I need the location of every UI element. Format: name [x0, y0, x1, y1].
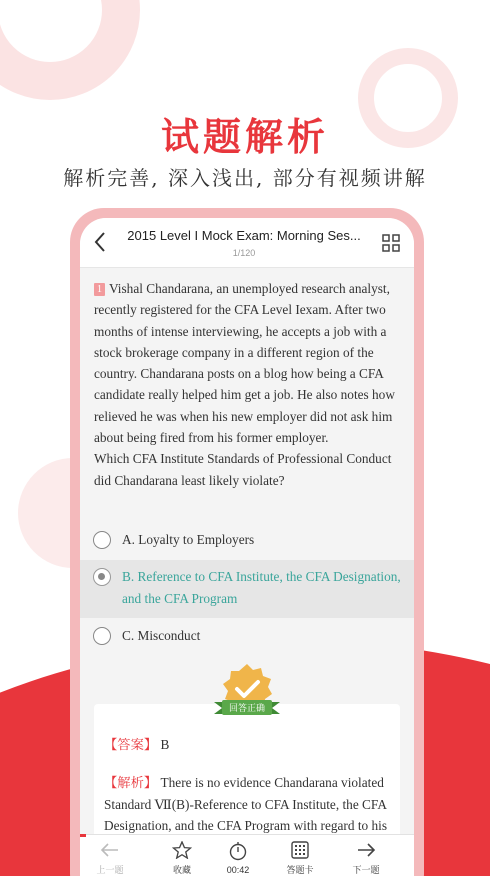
arrow-left-icon: [99, 841, 121, 859]
timer-display: [208, 841, 268, 875]
prev-question-button[interactable]: [80, 841, 140, 876]
answer-sheet-icon: [291, 841, 309, 859]
answer-sheet-label: 答题卡: [286, 865, 314, 875]
timer-label: 00:42: [226, 865, 250, 875]
app-screen: [80, 218, 414, 876]
star-icon: [172, 841, 192, 859]
favorite-label: 收藏: [172, 865, 191, 875]
option-a-label: A. Loyalty to Employers: [122, 532, 255, 547]
question-number-badge: 1: [94, 283, 105, 296]
option-a[interactable]: [80, 526, 414, 554]
back-icon[interactable]: [92, 230, 114, 256]
radio-a[interactable]: [93, 531, 111, 549]
stopwatch-icon: [228, 841, 248, 861]
next-label: 下一题: [352, 865, 380, 875]
decorative-circle-top: [0, 0, 140, 100]
prev-label: 上一题: [96, 865, 124, 875]
analysis-tag: 【解析】: [104, 775, 158, 790]
radio-b[interactable]: [93, 568, 111, 586]
badge-text: 回答正确: [228, 704, 266, 714]
answer-tag: 【答案】: [104, 737, 158, 752]
answer-sheet-button[interactable]: [270, 841, 330, 876]
bottom-toolbar: [80, 834, 414, 876]
option-b[interactable]: [80, 560, 414, 618]
correct-badge-icon: [212, 662, 282, 724]
analysis-text: There is no evidence Chandarana violated Standard Ⅶ(B)-Reference to CFA Institute, the CFA Designation, and the CFA Program with regard to his: [104, 775, 388, 833]
option-c[interactable]: [80, 622, 414, 650]
promo-headline: 试题解析: [160, 114, 329, 159]
option-b-label: B. Reference to CFA Institute, the CFA Designation, and the CFA Program: [122, 569, 401, 606]
question-prompt: Which CFA Institute Standards of Professional Conduct did Chandarana least likely violate?: [94, 451, 392, 488]
option-c-label: C. Misconduct: [122, 628, 201, 643]
next-question-button[interactable]: [336, 841, 396, 876]
grid-icon[interactable]: [382, 234, 400, 252]
answer-line: [104, 734, 169, 753]
arrow-right-icon: [355, 841, 377, 859]
question-body: [94, 278, 400, 491]
phone-frame: [70, 208, 424, 876]
promo-subline: 解析完善, 深入浅出, 部分有视频讲解: [63, 166, 427, 190]
progress-indicator: [80, 834, 86, 837]
radio-c[interactable]: [93, 627, 111, 645]
exam-title: 2015 Level I Mock Exam: Morning Ses...: [127, 228, 361, 243]
question-progress: 1/120: [232, 248, 256, 258]
question-text: Vishal Chandarana, an unemployed research analyst, recently registered for the CFA Level Iexam. After two months of intense interviewing, he accepts a job with a stock brokerage company in a different region of the country. Chandarana posts on a blog how being a CFA candidate really helped him get a job. He also notes how relieved he was when his new employer did not ask him about being fired from his former employer.: [94, 281, 395, 446]
favorite-button[interactable]: [152, 841, 212, 876]
answer-value: B: [160, 737, 170, 752]
nav-bar: [80, 218, 414, 268]
